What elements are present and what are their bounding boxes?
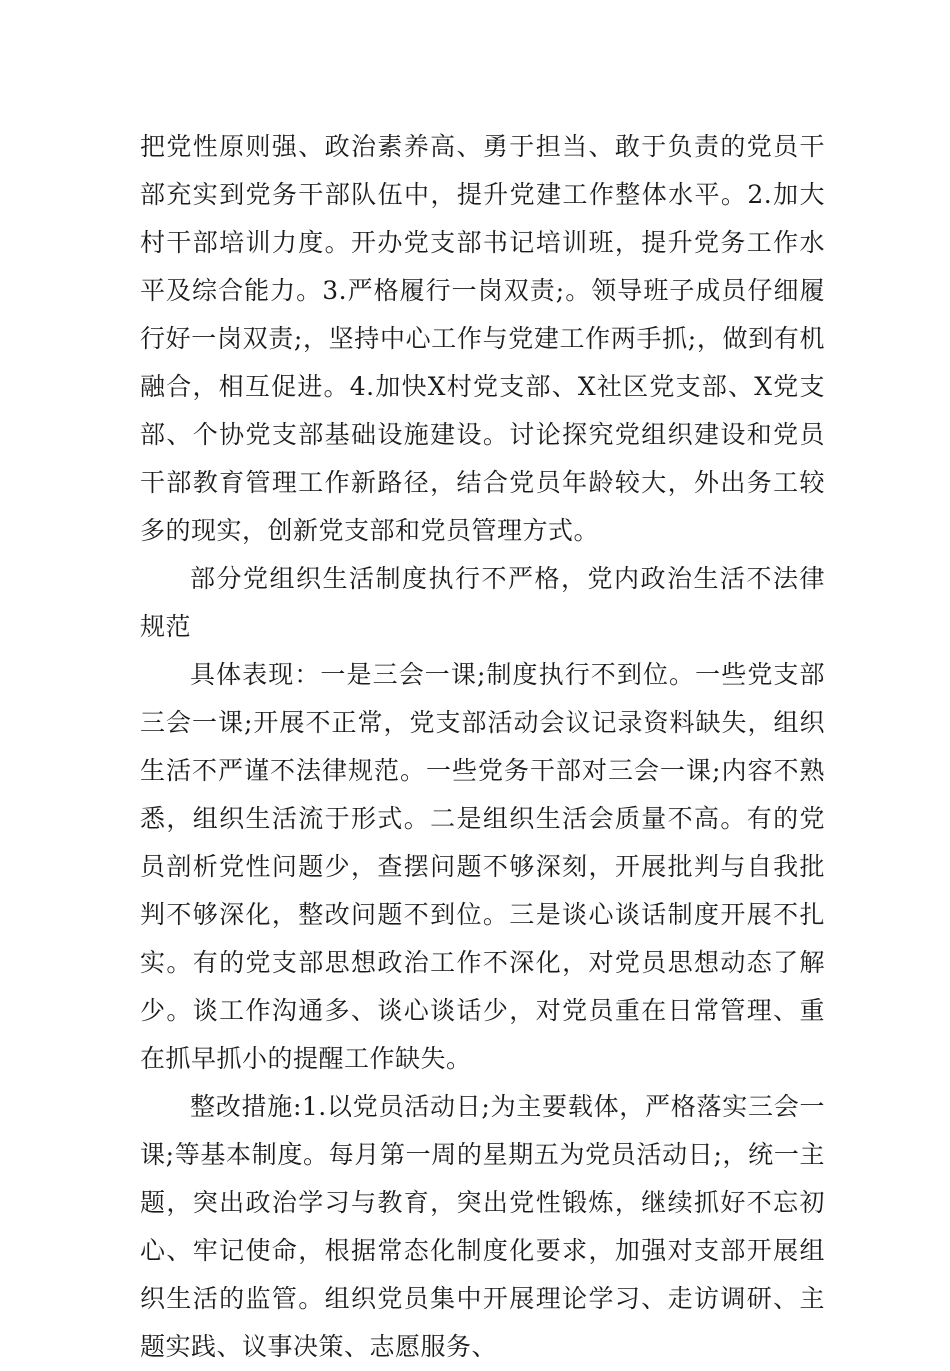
paragraph-heading: 部分党组织生活制度执行不严格，党内政治生活不法律规范: [140, 564, 825, 641]
paragraph-3: 整改措施:1.以党员活动日;为主要载体，严格落实三会一课;等基本制度。每月第一周的星期五为党员活动日;，统一主题，突出政治学习与教育，突出党性锻炼，继续抓好不忘初心、牢记使命，根据常态化制度化要求，加强对支部开展组织生活的监管。组织党员集中开展理论学习、走访调研、主题实践、议事决策、志愿服务、: [140, 1092, 825, 1361]
document-body: [140, 123, 825, 1371]
paragraph-2: 具体表现：一是三会一课;制度执行不到位。一些党支部三会一课;开展不正常，党支部活动会议记录资料缺失，组织生活不严谨不法律规范。一些党务干部对三会一课;内容不熟悉，组织生活流于形式。二是组织生活会质量不高。有的党员剖析党性问题少，查摆问题不够深刻，开展批判与自我批判不够深化，整改问题不到位。三是谈心谈话制度开展不扎实。有的党支部思想政治工作不深化，对党员思想动态了解少。谈工作沟通多、谈心谈话少，对党员重在日常管理、重在抓早抓小的提醒工作缺失。: [140, 660, 825, 1073]
paragraph-1: 把党性原则强、政治素养高、勇于担当、敢于负责的党员干部充实到党务干部队伍中，提升党建工作整体水平。2.加大村干部培训力度。开办党支部书记培训班，提升党务工作水平及综合能力。3.严格履行一岗双责;。领导班子成员仔细履行好一岗双责;，坚持中心工作与党建工作两手抓;，做到有机融合，相互促进。4.加快X村党支部、X社区党支部、X党支部、个协党支部基础设施建设。讨论探究党组织建设和党员干部教育管理工作新路径，结合党员年龄较大，外出务工较多的现实，创新党支部和党员管理方式。: [140, 132, 825, 545]
